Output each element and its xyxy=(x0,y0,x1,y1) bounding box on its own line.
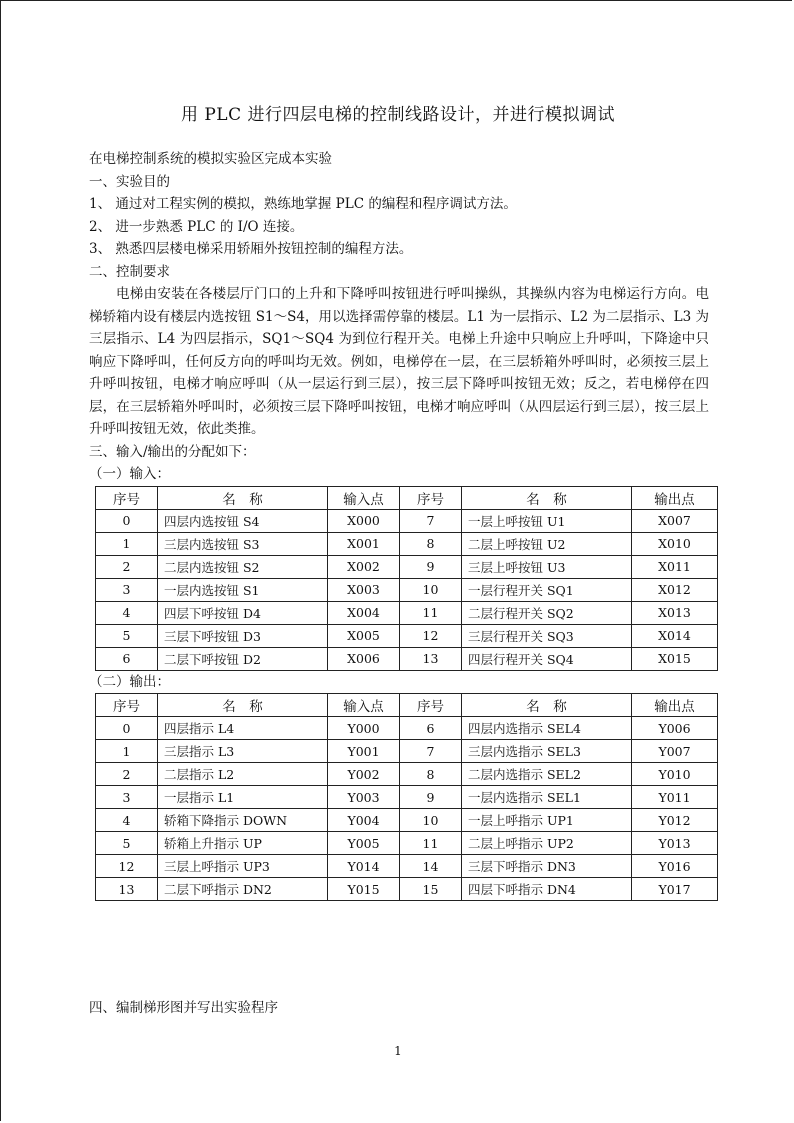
cell-point: Y014 xyxy=(328,855,400,878)
cell-index: 5 xyxy=(96,832,158,855)
cell-name: 四层内选指示 SEL4 xyxy=(462,717,632,740)
cell-index: 3 xyxy=(96,578,158,601)
table-row xyxy=(96,647,718,670)
cell-point: Y011 xyxy=(632,786,718,809)
cell-index: 12 xyxy=(400,624,462,647)
table-row xyxy=(96,717,718,740)
table-row xyxy=(96,763,718,786)
table-row xyxy=(96,509,718,532)
requirements-paragraph: 电梯由安装在各楼层厅门口的上升和下降呼叫按钮进行呼叫操纵，其操纵内容为电梯运行方向。电梯轿箱内设有楼层内选按钮 S1～S4，用以选择需停靠的楼层。L1 为一层指示、L2 为二层指示、L3 为三层指示、L4 为四层指示，SQ1～SQ4 为到位行程开关。电梯上升途中只响应上升呼叫，下降途中只响应下降呼叫，任何反方向的呼叫均无效。例如，电梯停在一层，在三层轿箱外呼叫时，必须按三层上升呼叫按钮，电梯才响应呼叫（从一层运行到三层），按三层下降呼叫按钮无效；反之，若电梯停在四层，在三层轿箱外呼叫时，必须按三层下降呼叫按钮，电梯才响应呼叫（从四层运行到三层），按三层上升呼叫按钮无效，依此类推。 xyxy=(89,286,709,437)
cell-index: 2 xyxy=(96,763,158,786)
cell-point: X003 xyxy=(328,578,400,601)
input-caption: （一）输入： xyxy=(89,466,170,482)
cell-name: 二层内选指示 SEL2 xyxy=(462,763,632,786)
cell-point: X007 xyxy=(632,509,718,532)
cell-index: 0 xyxy=(96,509,158,532)
cell-index: 6 xyxy=(400,717,462,740)
document-title: 用 PLC 进行四层电梯的控制线路设计，并进行模拟调试 xyxy=(180,105,616,125)
document-body xyxy=(89,148,709,901)
purpose-item: 2、 进一步熟悉 PLC 的 I/O 连接。 xyxy=(89,218,304,235)
cell-name: 三层上呼指示 UP3 xyxy=(158,855,328,878)
cell-index: 8 xyxy=(400,763,462,786)
cell-index: 3 xyxy=(96,786,158,809)
cell-point: X000 xyxy=(328,509,400,532)
cell-index: 6 xyxy=(96,647,158,670)
cell-name: 二层上呼指示 UP2 xyxy=(462,832,632,855)
section-heading-purpose: 一、实验目的 xyxy=(89,173,170,190)
cell-index: 2 xyxy=(96,555,158,578)
cell-index: 13 xyxy=(96,878,158,901)
cell-name: 三层指示 L3 xyxy=(158,740,328,763)
table-row xyxy=(96,809,718,832)
cell-point: Y016 xyxy=(632,855,718,878)
cell-name: 四层指示 L4 xyxy=(158,717,328,740)
cell-point: X004 xyxy=(328,601,400,624)
cell-point: Y015 xyxy=(328,878,400,901)
cell-point: X001 xyxy=(328,532,400,555)
table-row xyxy=(96,624,718,647)
col-header-output-point: 输出点 xyxy=(632,694,718,717)
cell-name: 一层内选按钮 S1 xyxy=(158,578,328,601)
cell-point: Y003 xyxy=(328,786,400,809)
table-row xyxy=(96,578,718,601)
cell-index: 9 xyxy=(400,555,462,578)
cell-index: 14 xyxy=(400,855,462,878)
cell-name: 一层行程开关 SQ1 xyxy=(462,578,632,601)
cell-name: 轿箱下降指示 DOWN xyxy=(158,809,328,832)
purpose-item: 1、 通过对工程实例的模拟，熟练地掌握 PLC 的编程和程序调试方法。 xyxy=(89,196,517,212)
cell-name: 一层上呼按钮 U1 xyxy=(462,509,632,532)
cell-point: X014 xyxy=(632,624,718,647)
cell-point: Y013 xyxy=(632,832,718,855)
cell-name: 轿箱上升指示 UP xyxy=(158,832,328,855)
cell-index: 9 xyxy=(400,786,462,809)
table-header-row xyxy=(96,694,718,717)
cell-point: X013 xyxy=(632,601,718,624)
cell-point: X011 xyxy=(632,555,718,578)
cell-name: 四层下呼按钮 D4 xyxy=(158,601,328,624)
table-row xyxy=(96,878,718,901)
table-row xyxy=(96,555,718,578)
cell-point: Y007 xyxy=(632,740,718,763)
cell-index: 5 xyxy=(96,624,158,647)
cell-name: 三层上呼按钮 U3 xyxy=(462,555,632,578)
cell-point: X006 xyxy=(328,647,400,670)
output-table xyxy=(95,693,718,901)
cell-name: 四层下呼指示 DN4 xyxy=(462,878,632,901)
cell-point: X002 xyxy=(328,555,400,578)
col-header-index: 序号 xyxy=(96,694,158,717)
col-header-input-point: 输入点 xyxy=(328,694,400,717)
cell-name: 四层内选按钮 S4 xyxy=(158,509,328,532)
input-table xyxy=(95,486,718,671)
cell-name: 二层指示 L2 xyxy=(158,763,328,786)
cell-index: 0 xyxy=(96,717,158,740)
col-header-name: 名 称 xyxy=(462,694,632,717)
cell-index: 4 xyxy=(96,601,158,624)
cell-name: 三层行程开关 SQ3 xyxy=(462,624,632,647)
table-row xyxy=(96,832,718,855)
cell-index: 7 xyxy=(400,509,462,532)
col-header-output-point: 输出点 xyxy=(632,486,718,509)
table-row xyxy=(96,786,718,809)
cell-name: 二层下呼指示 DN2 xyxy=(158,878,328,901)
col-header-index: 序号 xyxy=(400,486,462,509)
output-caption: （二）输出： xyxy=(89,673,170,690)
table-header-row xyxy=(96,486,718,509)
cell-name: 二层内选按钮 S2 xyxy=(158,555,328,578)
col-header-index: 序号 xyxy=(96,486,158,509)
cell-index: 11 xyxy=(400,832,462,855)
cell-point: Y000 xyxy=(328,717,400,740)
cell-name: 三层内选按钮 S3 xyxy=(158,532,328,555)
cell-name: 二层行程开关 SQ2 xyxy=(462,601,632,624)
cell-point: X010 xyxy=(632,532,718,555)
table-row xyxy=(96,855,718,878)
cell-point: X012 xyxy=(632,578,718,601)
cell-name: 一层内选指示 SEL1 xyxy=(462,786,632,809)
cell-name: 四层行程开关 SQ4 xyxy=(462,647,632,670)
cell-point: Y010 xyxy=(632,763,718,786)
cell-index: 10 xyxy=(400,809,462,832)
cell-name: 二层下呼按钮 D2 xyxy=(158,647,328,670)
cell-name: 三层内选指示 SEL3 xyxy=(462,740,632,763)
col-header-index: 序号 xyxy=(400,694,462,717)
section-heading-program: 四、编制梯形图并写出实验程序 xyxy=(89,1000,278,1016)
cell-name: 三层下呼指示 DN3 xyxy=(462,855,632,878)
section-heading-io: 三、输入/输出的分配如下： xyxy=(89,443,256,460)
cell-index: 7 xyxy=(400,740,462,763)
cell-point: Y005 xyxy=(328,832,400,855)
section-heading-requirements: 二、控制要求 xyxy=(89,263,170,280)
cell-point: Y002 xyxy=(328,763,400,786)
col-header-input-point: 输入点 xyxy=(328,486,400,509)
intro-text: 在电梯控制系统的模拟实验区完成本实验 xyxy=(89,151,332,167)
cell-point: Y017 xyxy=(632,878,718,901)
cell-index: 1 xyxy=(96,740,158,763)
page-number: 1 xyxy=(394,1044,402,1058)
cell-name: 一层指示 L1 xyxy=(158,786,328,809)
cell-point: Y012 xyxy=(632,809,718,832)
cell-point: X005 xyxy=(328,624,400,647)
cell-point: Y001 xyxy=(328,740,400,763)
cell-name: 一层上呼指示 UP1 xyxy=(462,809,632,832)
cell-point: Y004 xyxy=(328,809,400,832)
cell-name: 二层上呼按钮 U2 xyxy=(462,532,632,555)
cell-index: 10 xyxy=(400,578,462,601)
cell-point: X015 xyxy=(632,647,718,670)
col-header-name: 名 称 xyxy=(158,694,328,717)
cell-index: 1 xyxy=(96,532,158,555)
table-row xyxy=(96,601,718,624)
cell-index: 8 xyxy=(400,532,462,555)
purpose-item: 3、 熟悉四层楼电梯采用轿厢外按钮控制的编程方法。 xyxy=(89,241,413,257)
table-row xyxy=(96,532,718,555)
cell-point: Y006 xyxy=(632,717,718,740)
table-row xyxy=(96,740,718,763)
cell-index: 15 xyxy=(400,878,462,901)
cell-index: 11 xyxy=(400,601,462,624)
cell-index: 12 xyxy=(96,855,158,878)
col-header-name: 名 称 xyxy=(158,486,328,509)
cell-index: 4 xyxy=(96,809,158,832)
col-header-name: 名 称 xyxy=(462,486,632,509)
cell-name: 三层下呼按钮 D3 xyxy=(158,624,328,647)
cell-index: 13 xyxy=(400,647,462,670)
